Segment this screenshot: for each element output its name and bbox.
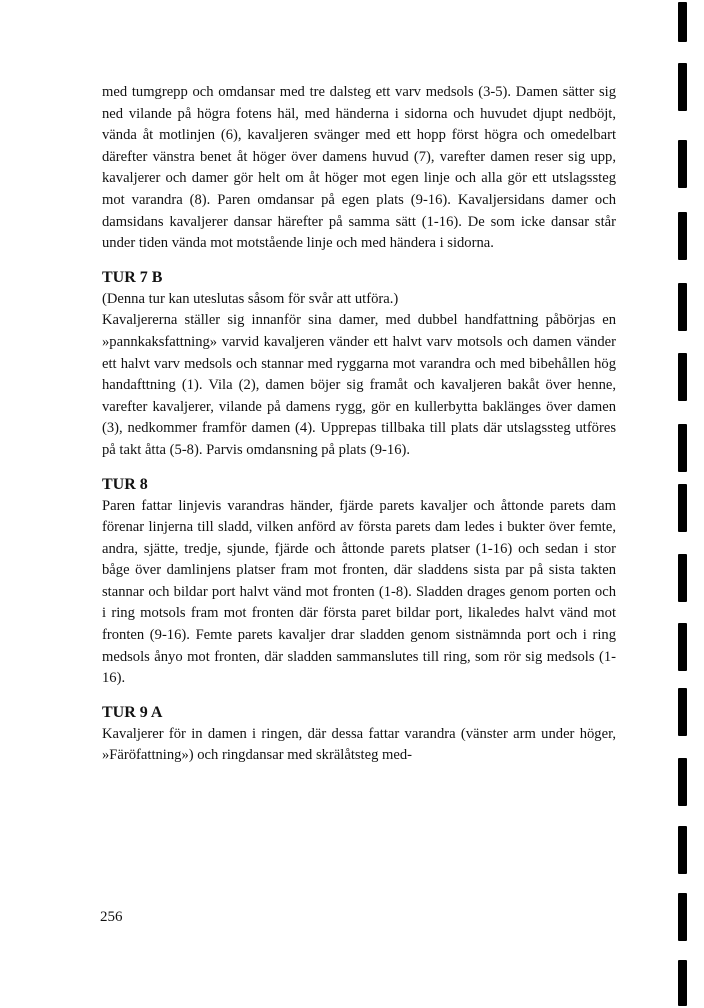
scan-edge-mark	[678, 484, 687, 532]
section-heading-tur-7b: TUR 7 B	[102, 268, 163, 286]
scan-edge-mark	[678, 893, 687, 941]
section-heading-tur-9a: TUR 9 A	[102, 703, 163, 721]
page-text	[102, 82, 616, 767]
scan-edge-mark	[678, 424, 687, 472]
section-body-tur-7b: Kavaljererna ställer sig innanför sina damer, med dubbel handfattning påbörjas en »pannkaksfattning» varvid kavaljeren vänder ett halvt varv motsols och damen vänder ett halvt varv medsols och stannar med ryggarna mot varandra och med bibehållen hög handafttning (1). Vila (2), damen böjer sig framåt och kavaljeren bakåt över henne, varefter kavaljerer, vilande på damens rygg, gör en kullerbytta baklänges över damen (3), nedkommer framför damen (4). Upprepas tillbaka till plats där utslagssteg utföres på takt åtta (5-8). Parvis omdansning på plats (9-16).	[102, 312, 616, 458]
scan-edge-mark	[678, 140, 687, 188]
section-heading-tur-8: TUR 8	[102, 475, 148, 493]
scan-edge-mark	[678, 554, 687, 602]
scan-edge-mark	[678, 212, 687, 260]
section-note-tur-7b: (Denna tur kan uteslutas såsom för svår att utföra.)	[102, 290, 399, 307]
scan-edge-mark	[678, 283, 687, 331]
scan-edge-mark	[678, 2, 687, 42]
section-body-tur-9a: Kavaljerer för in damen i ringen, där dessa fattar varandra (vänster arm under höger, »Färöfattning») och ringdansar med skrälåtsteg med-	[102, 725, 616, 764]
scan-edge-mark	[678, 758, 687, 806]
scan-edge-mark	[678, 826, 687, 874]
scan-edge-mark	[678, 353, 687, 401]
scan-edge-mark	[678, 623, 687, 671]
scan-edge-mark	[678, 63, 687, 111]
scan-edge-mark	[678, 688, 687, 736]
intro-paragraph: med tumgrepp och omdansar med tre dalsteg ett varv medsols (3-5). Damen sätter sig ned vilande på högra fotens häl, med händerna i sidorna och huvudet djupt nedböjt, vända åt motlinjen (6), kavaljeren svänger med ett hopp först högra och omedelbart därefter vänstra benet åt höger över damens huvud (7), varefter damen reser sig upp, kavaljerer och damer gör helt om åt höger mot egen linje och alla gör ett utslagssteg mot varandra (8). Paren omdansar på egen plats (9-16). Kavaljersidans damer och damsidans kavaljerer dansar härefter på samma sätt (1-16). De som icke dansar står under tiden vända mot motstående linje och med händera i sidorna.	[102, 84, 616, 252]
scan-edge-mark	[678, 960, 687, 1006]
page-number: 256	[100, 909, 123, 925]
section-body-tur-8: Paren fattar linjevis varandras händer, fjärde parets kavaljer och åttonde parets dam förenar linjerna till sladd, vilken anförd av första parets dam ledes i bukter över femte, andra, sjätte, tredje, sjunde, fjärde och åttonde parets platser (1-16) och sedan i stor båge över damlinjens platser fram mot fronten, där sladdens sista par på sista takten stannar och bildar port halvt vänd mot fronten (1-8). Sladden drages genom porten och i ring motsols fram mot fronten där första paret bildar port, likaledes halvt vänd mot fronten (9-16). Femte parets kavaljer drar sladden genom sistnämnda port och i ring medsols ånyo mot fronten, där sladden sammanslutes till ring, som rör sig medsols (1-16).	[102, 497, 616, 687]
